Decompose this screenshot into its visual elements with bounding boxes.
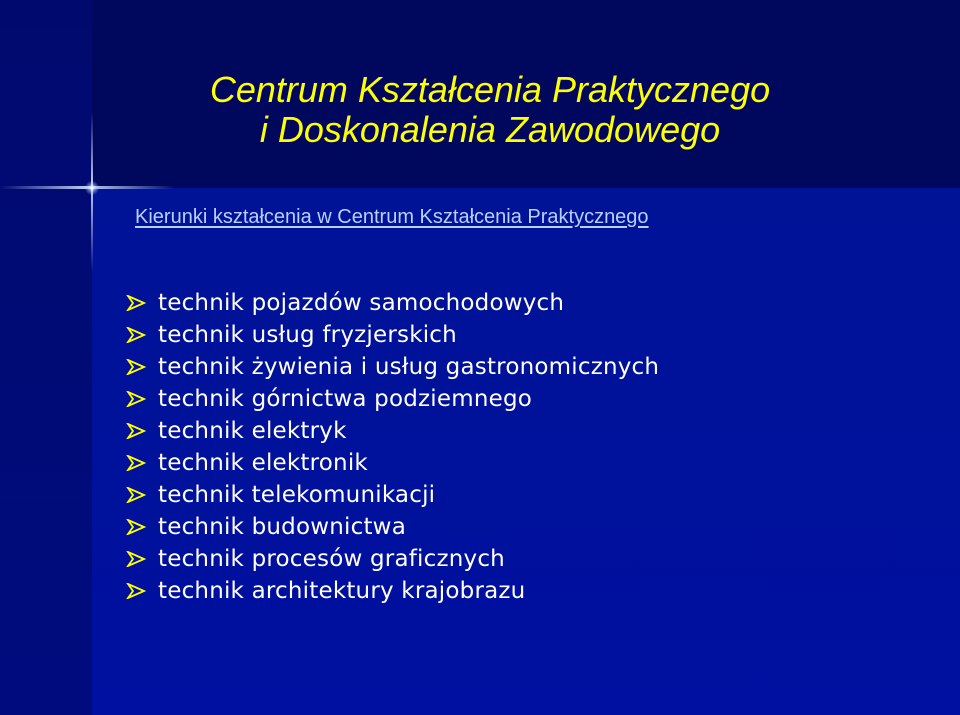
arrowhead-bullet-icon [126, 295, 146, 311]
sparkle-star-icon [85, 181, 99, 195]
list-item [126, 415, 659, 447]
list-item-label: technik elektryk [158, 418, 347, 444]
list-item [126, 575, 659, 607]
list-item-label: technik telekomunikacji [158, 482, 436, 508]
list-item [126, 511, 659, 543]
arrowhead-bullet-icon [126, 551, 146, 567]
list-item [126, 287, 659, 319]
arrowhead-bullet-icon [126, 583, 146, 599]
list-item-label: technik usług fryzjerskich [158, 322, 457, 348]
programs-list [126, 287, 659, 607]
arrowhead-bullet-icon [126, 455, 146, 471]
background-left-panel [0, 0, 92, 715]
list-item-label: technik budownictwa [158, 514, 406, 540]
list-item-label: technik architektury krajobrazu [158, 578, 526, 604]
list-item-label: technik elektronik [158, 450, 368, 476]
arrowhead-bullet-icon [126, 391, 146, 407]
slide-title-line-2: i Doskonalenia Zawodowego [259, 109, 721, 150]
list-item [126, 383, 659, 415]
slide-subtitle: Kierunki kształcenia w Centrum Kształcenia Praktycznego [135, 206, 649, 228]
list-item [126, 447, 659, 479]
list-item [126, 319, 659, 351]
list-item-label: technik górnictwa podziemnego [158, 386, 533, 412]
list-item-label: technik pojazdów samochodowych [158, 290, 565, 316]
list-item-label: technik żywienia i usług gastronomicznych [158, 354, 660, 380]
list-item-label: technik procesów graficznych [158, 546, 505, 572]
arrowhead-bullet-icon [126, 327, 146, 343]
slide-title-line-1: Centrum Kształcenia Praktycznego [209, 69, 771, 110]
arrowhead-bullet-icon [126, 519, 146, 535]
arrowhead-bullet-icon [126, 423, 146, 439]
list-item [126, 479, 659, 511]
list-item [126, 351, 659, 383]
arrowhead-bullet-icon [126, 359, 146, 375]
list-item [126, 543, 659, 575]
slide-title [92, 70, 888, 150]
arrowhead-bullet-icon [126, 487, 146, 503]
